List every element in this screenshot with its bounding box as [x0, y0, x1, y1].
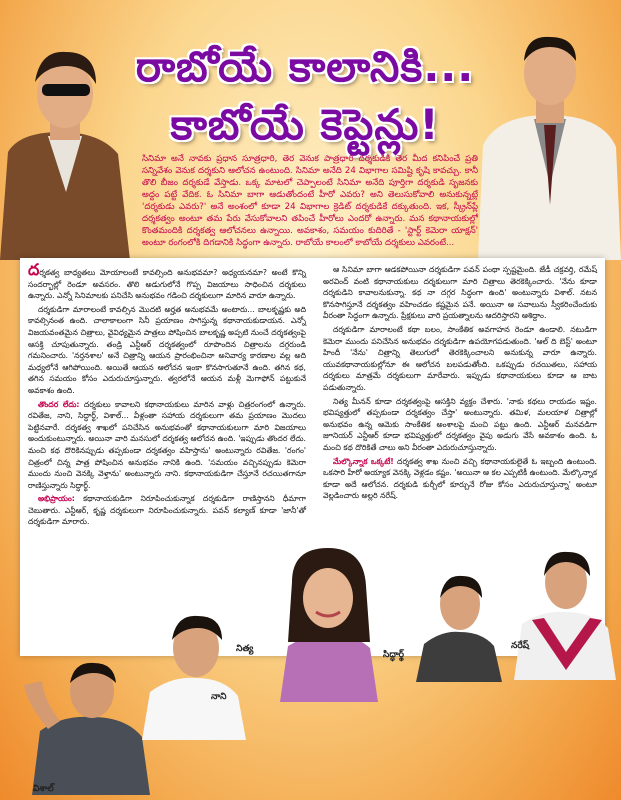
paragraph-text: దర్శకత్వ శాఖ నుంచి వచ్చి కథానాయకులైతే ఓ ఇబ్బంది ఉంటుంది. ఒకసారి హీరో అయ్యాక వెనక్కి వెళ్లడం కష్టం. 'అయినా ఆ కల ఎప్పటికీ ఉంటుంది. మేల్కొన్నాక కూడా అదే ఆలోచన. దర్శకుడి కుర్చీలో కూర్చునే రోజు కోసం ఎదురుచూస్తున్నా' అంటూ వెల్లడించారు అల్లరి నరేష్. [323, 456, 597, 501]
article-paragraph [323, 324, 597, 394]
paragraph-text: నిత్య మీనన్ కూడా దర్శకత్వంపై ఆసక్తిని వ్యక్తం చేశారు. 'నాకు కథలు రాయడం ఇష్టం. భవిష్యత్తులో తప్పకుండా దర్శకత్వం చేస్తా' అంటున్నారు. తమిళ, మలయాళ చిత్రాల్లో అనుభవం ఉన్న ఆమెకు సాంకేతిక అంశాలపై మంచి పట్టు ఉంది. ఎన్టీఆర్ మనవడిగా జూనియర్ ఎన్టీఆర్ కూడా భవిష్యత్తులో దర్శకత్వం వైపు అడుగు వేసే అవకాశం ఉంది. ఓ మంచి కథ దొరికితే చాలు అని వీరంతా ఎదురుచూస్తున్నారు. [323, 396, 597, 452]
photo-nani [138, 600, 250, 740]
paragraph-text: ఆ సినిమా బాగా ఆడకపోయినా దర్శకుడిగా పవన్ పంథా స్పష్టమైంది. జేడీ చక్రవర్తి, రమేష్ అరవింద్ వంటి కథానాయకులు దర్శకులుగా మారి చిత్రాలు తెరకెక్కించారు. 'నేను కూడా దర్శకుడిని కావాలనుకున్నా. కథ నా దగ్గర సిద్ధంగా ఉంది' అంటున్నారు విశాల్. నటన కొనసాగిస్తూనే దర్శకత్వం వహించడం కష్టమైన పనే. అయినా ఆ సవాలును స్వీకరించేందుకు వీరంతా సిద్ధంగా ఉన్నారు. ప్రేక్షకులు వారి ప్రయత్నాలను ఆదరిస్తారని ఆశిద్దాం. [323, 265, 597, 321]
paragraph-text: కథానాయకుడిగా నిరూపించుకున్నాక దర్శకుడిగా రాణిస్తానని ధీమాగా చెబుతారు. ఎన్టీఆర్, కృష్ణ దర్శకులుగా నిరూపించుకున్నారు. పవన్ కల్యాణ్ కూడా 'జానీ'తో దర్శకుడిగా మారారు. [28, 494, 306, 527]
photo-nithya [262, 542, 394, 702]
subheading: అభిప్రాయం: [38, 494, 75, 504]
article-paragraph [28, 493, 306, 528]
article-paragraph [28, 260, 306, 302]
paragraph-text: దర్శకుడిగా మారాలంటే కావల్సిన మొదటి అర్హత అనుభవమే అంటారు... బాలకృష్ణకు అది కావల్సినంత ఉంది. చాలాకాలంగా సినీ ప్రయాణం సాగిస్తున్న కథానాయకుడాయన. ఎన్నో విజయవంతమైన చిత్రాలు, వైవిధ్యమైన పాత్రలు పోషించిన బాలకృష్ణ అప్పటి నుంచే దర్శకత్వంపై ఆసక్తి చూపుతున్నారు. తండ్రి ఎన్టీఆర్ దర్శకత్వంలో రూపొందిన చిత్రాలను దగ్గరుండి గమనించారు. 'నర్తనశాల' అనే చిత్రాన్ని ఆయన ప్రారంభించినా అనివార్య కారణాల వల్ల అది మధ్యలోనే ఆగిపోయింది. అయితే ఆయన ఆలోచన ఇంకా కొనసాగుతూనే ఉంది. తగిన కథ, తగిన సమయం కోసం ఎదురుచూస్తున్నారు. త్వరలోనే ఆయన మళ్లీ మెగాఫోన్ పట్టుకునే అవకాశం ఉంది. [28, 304, 306, 395]
photo-siddharth [414, 562, 504, 682]
caption-naresh: నరేష్ [511, 641, 530, 651]
article-paragraph [323, 456, 597, 502]
article-paragraph [28, 304, 306, 397]
caption-vishal: విశాల్ [33, 784, 54, 794]
photo-naresh [510, 540, 620, 680]
headline-line-2: కాబోయే కెప్టెన్లు! [170, 100, 440, 149]
article-paragraph [323, 396, 597, 454]
intro-paragraph: సినిమా అనే నావకు ప్రధాన సూత్రధారి, తెర వెనుక పాత్రధారి దర్శకుడికి తెర మీద కనిపించే ప్రతి సన్నివేశం వెనుక దర్శకుని ఆలోచన ఉంటుంది. సినిమా అనేది 24 విభాగాల సమిష్టి కృషి కావచ్చు. కానీ తొలి బీజం దర్శకుడే వేస్తాడు. ఒక్క మాటలో చెప్పాలంటే సినిమా అనేది పూర్తిగా దర్శకుడి సృజనకు అద్దం పట్టే వేదిక. ఓ సినిమా బాగా ఆడుతోందంటే హీరో ఎవరు? అని తెలుసుకోవాలి అనుకున్నట్లే 'దర్శకుడు ఎవరు?' అనే అంశంలో కూడా 24 విభాగాల క్రెడిట్ దర్శకుడికే దక్కుతుంది. ఇక, స్క్రీన్‌ప్లే దర్శకత్వం అంటూ తమ పేరు వేసుకోవాలని తపించే హీరోలు ఎందరో ఉన్నారు. మన కథానాయకుల్లో కొంతమందికి దర్శకత్వ ఆలోచనలు ఉన్నాయి. అవకాశం, సమయం కుదిరితే - 'స్టార్ట్ కెమెరా యాక్షన్' అంటూ రంగంలోకి దిగడానికి సిద్ధంగా ఉన్నారు. రాబోయే కాలంలో కాబోయే దర్శకులు ఎవరంటే... [142, 154, 478, 248]
subheading: మేల్కొన్నాక ఒక్కటే! [333, 456, 394, 466]
drop-cap: ద [28, 260, 40, 279]
article-column-left [28, 260, 306, 530]
caption-nani: నాని [211, 692, 227, 702]
subheading: తొందర లేదు: [38, 399, 80, 409]
paragraph-text: ర్శకత్వ బాధ్యతలు మోయాలంటే కావల్సింది అనుభవమా? అధ్యయనమా? అంటే కొన్ని సందర్భాల్లో రెండూ అవసరం. తొలి అడుగులోనే గొప్ప విజయాలు సాధించిన దర్శకులు ఉన్నారు. ఎన్నో సినిమాలకు పనిచేసి అనుభవం గడించి దర్శకులుగా మారిన వారూ ఉన్నారు. [28, 268, 306, 301]
article-paragraph [323, 264, 597, 322]
caption-nithya: నిత్య [236, 644, 254, 654]
paragraph-text: దర్శకులు కావాలని కథానాయకులు మారిన వాళ్లు చిత్రరంగంలో ఉన్నారు. రవితేజ, నాని, సిద్ధార్థ్, విశాల్... వీళ్లంతా సహాయ దర్శకులుగా తమ ప్రయాణం మొదలు పెట్టినవారే. దర్శకత్వ శాఖలో పనిచేసిన అనుభవంతో కథానాయకులుగా మారి విజయాలు అందుకుంటున్నారు. అయినా వారి మనసులో దర్శకత్వ ఆలోచన ఉంది. 'ఇప్పుడు తొందర లేదు. మంచి కథ దొరికినప్పుడు తప్పకుండా దర్శకత్వం వహిస్తాను' అంటున్నారు రవితేజ. 'రంగం' చిత్రంలో చిన్న పాత్ర పోషించిన అనుభవం నానికి ఉంది. 'సమయం వచ్చినప్పుడు కెమెరా ముందు నుంచి వెనక్కి వెళ్తాను' అంటున్నారు నాని. కథానాయకుడిగా చేస్తూనే రచయితగానూ రాణిస్తున్నారు సిద్ధార్థ్. [28, 399, 306, 490]
paragraph-text: దర్శకుడిగా మారాలంటే కథా బలం, సాంకేతిక అవగాహన రెండూ ఉండాలి. నటుడిగా కెమెరా ముందు పనిచేసిన అనుభవం దర్శకుడిగా ఉపయోగపడుతుంది. 'ఆల్ ది బెస్ట్' అంటూ హిందీ 'నేను' చిత్రాన్ని తెలుగులో తెరకెక్కించాలని అనుకున్న వారూ ఉన్నారు. యువకథానాయకుల్లోనూ ఈ ఆలోచన బలపడుతోంది. ఒకప్పుడు రచయితలు, సహాయ దర్శకులు మాత్రమే దర్శకులుగా మారేవారు. ఇప్పుడు కథానాయకులు కూడా ఆ బాట పడుతున్నారు. [323, 324, 597, 392]
article-column-right [323, 264, 597, 504]
caption-siddharth: సిద్ధార్థ్ [383, 650, 405, 660]
headline-line-1: రాబోయే కాలానికి... [135, 42, 475, 91]
article-paragraph [28, 399, 306, 492]
